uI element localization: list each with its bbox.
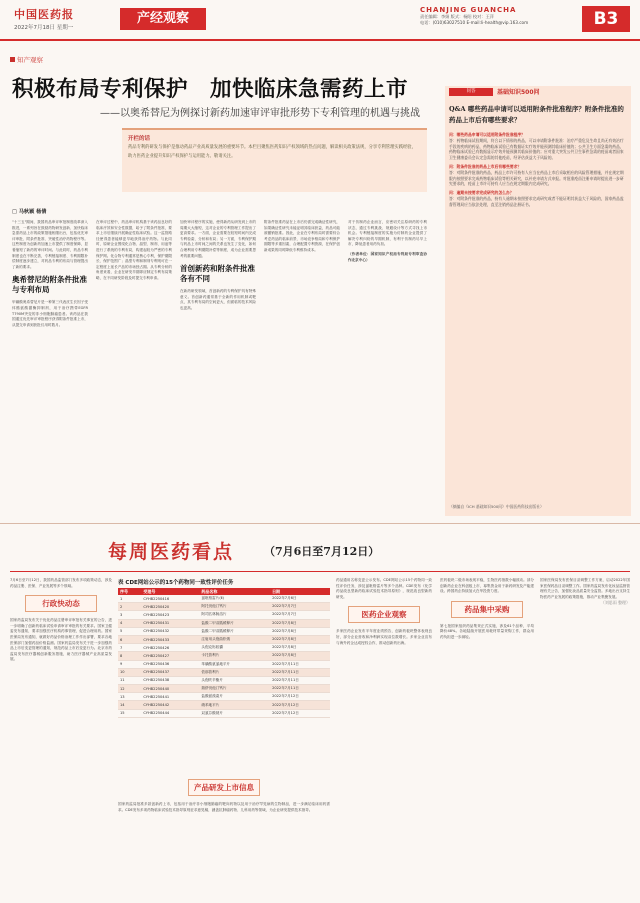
table-cell: 11 <box>118 676 141 684</box>
qa-sidebar <box>445 86 631 516</box>
table-row <box>118 627 330 635</box>
table-header-row <box>118 588 330 595</box>
article-body <box>12 220 427 515</box>
table-block <box>118 578 330 718</box>
table-row <box>118 603 330 611</box>
table-header-cell: 药品名称 <box>199 588 270 595</box>
intro-box <box>122 128 427 192</box>
table-cell: 5 <box>118 627 141 635</box>
box-title: 行政快动态 <box>25 595 97 612</box>
table-header-cell: 日期 <box>270 588 330 595</box>
paragraph: 对于仿制药企业而言，应密切关注原研药的专利状态，通过专利挑战、规避设计等方式寻找上市机会。专利链接制度的实施为仿制药企业提供了解决专利纠纷的早期机制，有利于仿制药尽早上市，降低患者用药负担。 <box>348 220 427 247</box>
masthead <box>0 0 640 38</box>
table-cell: 2022年7月7日 <box>270 611 330 619</box>
table-cell: 2022年7月8日 <box>270 644 330 652</box>
box-title: 医药企业观察 <box>348 606 420 623</box>
box-title: 产品研发上市信息 <box>188 779 260 796</box>
author-line: □ 马秋颖 杨倩 <box>12 209 47 215</box>
paragraph: "十三五"期间，我国药品审评审批制度改革深入推进，一系列旨在鼓励药物研发创新、加快临床急需药品上市的政策措施相继出台，包括优先审评审批、附条件批准、突破性治疗药物程序等。这些制度为创新药加速上市提供了制度保障，显著缩短了新药的审评时间。与此同时，药品专利制度也在不断完善，专利链接制度、专利期限补偿制度逐步建立，对药品专利的布局与管理提出了新的要求。 <box>12 220 88 269</box>
table-cell: 2022年7月11日 <box>270 668 330 676</box>
table-cell: CYHB2250431 <box>141 619 199 627</box>
intro-title: 开栏的话 <box>128 136 151 142</box>
weekly-column-5 <box>540 578 630 606</box>
article-column-3 <box>180 220 256 312</box>
sidebar-header <box>445 86 631 98</box>
article-column-5 <box>348 220 427 263</box>
table-cell: CYHB2250442 <box>141 701 199 709</box>
paragraph: 在审评过程中，药品审评机构基于该药品良好的临床疗效和安全性数据，给予了附条件批准，要求上市后继续开展确证性临床试验。这一监管路径使得患者能够更早地获得治疗药物。与此同时，原研企业围绕化合物、晶型、制剂、用途等进行了系统的专利布局，构建起较为严密的专利保护网。化合物专利通常是核心专利，保护期限长、保护范围广；晶型专利和制剂专利则可在一定程度上延长产品的市场独占期。从专利分析的角度来看，企业在研发早期即应制定专利布局策略，在不同研发阶段及时提交专利申请。 <box>96 220 172 280</box>
table-cell: 2022年7月11日 <box>270 676 330 684</box>
table-cell: 2022年7月12日 <box>270 709 330 717</box>
answer: 答：药物临床试验期间，符合以下情形的药品，可以申请附条件批准：治疗严重危及生命且尚无有效治疗手段的疾病的药品，药物临床试验已有数据证实疗效并能预测其临床价值的；公共卫生方面急需的药品，药物临床试验已有数据显示疗效并能预测其临床价值的；应对重大突发公共卫生事件急需的疫苗或者国家卫生健康委员会认定急需的其他疫苗，经评估获益大于风险的。 <box>449 137 624 161</box>
table-cell: 2022年7月8日 <box>270 619 330 627</box>
table-row <box>118 693 330 701</box>
section-divider <box>0 523 640 524</box>
table-cell: 硝苯地平片 <box>199 701 270 709</box>
table-cell: CYHB2250440 <box>141 685 199 693</box>
table-row <box>118 644 330 652</box>
table-cell: CYHB2250441 <box>141 693 199 701</box>
table-cell: 盐酸二甲双胍缓释片 <box>199 619 270 627</box>
headline: 积极布局专利保护 加快临床急需药上市 <box>12 77 409 102</box>
table-cell: 7 <box>118 644 141 652</box>
table-cell: 10 <box>118 668 141 676</box>
table-cell: 2022年7月8日 <box>270 635 330 643</box>
paragraph: 国家医保局发布医保目录调整工作方案，启动2022年国家医保药品目录调整工作。国家药监局发布化妆品监督管理有关公告，加强化妆品质量安全监管。多地出台支持生物医药产业发展的政策措施，推动产业集聚发展。 <box>540 578 630 599</box>
under-table-block <box>118 773 330 813</box>
square-icon <box>10 57 15 62</box>
subheadline: ——以奥希替尼为例探讨新药加速审评审批形势下专利管理的机遇与挑战 <box>100 108 420 119</box>
editors-line-2: 电话：(010)63027510 E-mail:li-health@vip.163.com <box>420 20 529 25</box>
table-row <box>118 685 330 693</box>
qa-item <box>449 132 627 161</box>
table-cell: 14 <box>118 701 141 709</box>
sidebar-title: Q&A 哪些药品申请可以适用附条件批准程序？附条件批准的药品上市后有哪些要求？ <box>449 105 624 124</box>
table-header-cell: 序号 <box>118 588 141 595</box>
weekly-title: 每周医药看点 <box>108 541 235 563</box>
section-brand: CHANJING GUANCHA <box>420 6 517 14</box>
table-cell: CYHB2250416 <box>141 595 199 603</box>
weekly-divider <box>10 571 630 572</box>
table-header-cell: 受理号 <box>141 588 199 595</box>
table-cell: CYHB2250444 <box>141 709 199 717</box>
table-row <box>118 635 330 643</box>
question: 问：逾期未按要求完成研究的怎么办？ <box>449 190 514 196</box>
table-cell: 15 <box>118 709 141 717</box>
weekly-column-3 <box>336 578 432 646</box>
author-affiliation: （作者单位：国家知识产权局专利局专利审查协作北京中心） <box>348 251 427 262</box>
table-cell: 2022年7月8日 <box>270 627 330 635</box>
table-body <box>118 595 330 717</box>
paragraph: 加快审评程序的实施，使得新药从研发到上市的周期大大缩短，这对企业的专利管理工作提出了更高要求。一方面，企业需要在较短时间内完成专利检索、分析和布局；另一方面，专利保护期与药品上市时间之间的关系也发生了变化，如何合理利用专利期限补偿等制度，成为企业需要思考的重要问题。 <box>180 220 256 258</box>
table-caption: 表 CDE网站公示的15个药物同一致性评价任务 <box>118 580 234 586</box>
table-cell: 4 <box>118 619 141 627</box>
table-cell: 卡托普利片 <box>199 652 270 660</box>
newspaper-logo: 中国医药报 <box>14 8 74 21</box>
answer: 答：对附条件批准的药品，持有人逾期未按照要求完成研究或者不能证明其获益大于风险的，国家药品监督管理局应当依法处理，直至注销药品注册证书。 <box>449 195 624 207</box>
table-cell: CYHB2250433 <box>141 635 199 643</box>
column-label <box>10 55 43 64</box>
sidebar-source: （摘编自《ICH 基础知识500问》中国医药科技出版社） <box>449 504 544 509</box>
table-cell: CYHB2250423 <box>141 611 199 619</box>
paragraph: 甲磺酸奥希替尼片是一种第三代表皮生长因子受体酪氨酸激酶抑制剂，用于治疗携带EGFR T790M突变的非小细胞肺癌患者。该药品在我国通过优先审评审批程序获得附条件批准上市，从提交申请到获批仅用时数月。 <box>12 300 88 327</box>
table-row <box>118 676 330 684</box>
editor-note: （刘思雨 整理） <box>600 600 630 606</box>
paragraph: 附条件批准药品在上市后仍需完成确证性研究，如果确证性研究未能证明其临床获益，药品可能被撤销批准。因此，企业在专利布局时需要综合考虑药品的临床前景、市场竞争格局和专利保护期限等多重因素，合理配置专利资源，在保护创新成果的同时降低专利维持成本。 <box>264 220 340 252</box>
paragraph: 国家药监局发布关于优化药品注册审评审批有关事宜的公告，进一步明确了创新药临床试验申请审评审批的有关要求。国家卫健委发布通知，要求加强医疗机构药事管理，促进合理用药。国家医保局发布通知，就做好药品价格治理工作作出部署，要求各地医保部门加强药品价格监测。国家药监局发布关于进一步加强药品上市后变更管理的通知，规范药品上市后变更行为。北京市药监局发布医疗器械创新服务措施，助力医疗器械产业高质量发展。 <box>10 618 112 662</box>
sidebar-tag: 问答 <box>449 88 493 96</box>
answer: 答：对附条件批准的药品，药品上市许可持有人应当在药品上市后采取相应的风险管理措施，并在规定期限内按照要求完成药物临床试验等相关研究，以补充申请方式申报。对批准疫苗注册申请时提出进一步研究要求的，疫苗上市许可持有人应当在规定期限内完成研究。 <box>449 169 624 187</box>
editors-line-1: 责任编辑：李娟 版式：杨阳 校对：王萍 <box>420 14 494 19</box>
table-cell: 2022年7月11日 <box>270 685 330 693</box>
sidebar-body <box>449 132 627 211</box>
issue-date: 2022年7月18日 星期一 <box>14 25 74 31</box>
table-cell: 2022年7月11日 <box>270 660 330 668</box>
qa-item <box>449 190 627 207</box>
table-cell: 氯吡格雷片(Ⅱ) <box>199 595 270 603</box>
table-cell: 瑞舒伐他汀钙片 <box>199 685 270 693</box>
table-cell: CYHB2250432 <box>141 627 199 635</box>
column-label-text: 知产观察 <box>17 56 43 64</box>
table-cell: 8 <box>118 652 141 660</box>
table-row <box>118 701 330 709</box>
table-cell: 13 <box>118 693 141 701</box>
table-cell: CYHB2250420 <box>141 603 199 611</box>
section-subhead: 首创新药和附条件批准各有不同 <box>180 264 255 284</box>
paragraph: 国家药监局批准多款创新药上市，包括用于治疗非小细胞肺癌的靶向药物以及用于治疗罕见病的生物制品，进一步满足临床用药需求。CDE发布多项药物临床试验技术指导原则征求意见稿，涵盖抗肿瘤药物、儿科用药等领域，为企业研发提供技术指导。 <box>118 802 330 812</box>
table-cell: 阿司匹林肠溶片 <box>199 611 270 619</box>
table-cell: 2022年7月6日 <box>270 595 330 603</box>
article-column-2 <box>96 220 172 282</box>
table-cell: 盐酸氨溴索片 <box>199 693 270 701</box>
table-cell: 注射用头孢曲松钠 <box>199 635 270 643</box>
weekly-column-4 <box>440 578 534 641</box>
paragraph: 医药板块二级市场表现平稳，生物医药指数小幅波动。部分创新药企业在科创板上市，募集资金用于新药研发及产能建设。跨国药企持续加大在华投资力度。 <box>440 578 534 594</box>
page-number: B3 <box>582 6 630 32</box>
table-cell: 头孢克肟胶囊 <box>199 644 270 652</box>
table-cell: 盐酸二甲双胍缓释片 <box>199 627 270 635</box>
table-cell: 头孢呋辛酯片 <box>199 676 270 684</box>
section-tag: 产经观察 <box>120 8 206 30</box>
table-row <box>118 611 330 619</box>
table-cell: 2 <box>118 603 141 611</box>
consistency-evaluation-table <box>118 588 330 718</box>
table-row <box>118 660 330 668</box>
table-row <box>118 619 330 627</box>
table-row <box>118 668 330 676</box>
qa-item <box>449 164 627 187</box>
table-cell: 12 <box>118 685 141 693</box>
table-cell: 1 <box>118 595 141 603</box>
intro-text: 药品专利的研发与保护是推动药品产业高质量发展的重要环节。本栏目聚焦医药知识产权领域的热点问题，解读相关政策法规，分享专利管理实践经验，助力医药企业提升知识产权保护与运用能力。敬请关注。 <box>128 145 416 159</box>
header-divider <box>0 39 640 41</box>
box-title: 药品集中采购 <box>451 601 523 618</box>
table-cell: CYHB2250426 <box>141 644 199 652</box>
question: 问：附条件批准的药品上市后有哪些要求？ <box>449 163 522 169</box>
paragraph: 药品通用名称变更公示发布。CDE网站公示15个药物同一致性评价任务，涉及氯吡格雷片等多个品种。CDE发布《化学药品改良型新药临床试验技术指导原则》，规范改良型新药研发。 <box>336 578 432 599</box>
table-row <box>118 709 330 717</box>
weekly-date-range: （7月6日至7月12日） <box>264 545 380 558</box>
table-cell: CYHB2250436 <box>141 660 199 668</box>
table-cell: 2022年7月7日 <box>270 603 330 611</box>
sidebar-tag-label: 基础知识500问 <box>497 89 540 96</box>
table-cell: 2022年7月12日 <box>270 701 330 709</box>
table-row <box>118 652 330 660</box>
header-info <box>420 6 572 34</box>
article-column-1 <box>12 220 88 328</box>
table-cell: 阿托伐他汀钙片 <box>199 603 270 611</box>
table-cell: 苯磺酸氨氯地平片 <box>199 660 270 668</box>
paragraph: 在新药研发领域，首创新药的专利保护具有特殊意义。首创新药通常基于全新的作用机制或靶点，其专利布局的空间更大，但面临的技术风险也更高。 <box>180 289 256 310</box>
paragraph: 第七批国家组织药品集采正式实施，涉及61个品种，平均降价48%。各地陆续开展医用耗材带量采购工作，群众用药负担进一步减轻。 <box>440 623 534 639</box>
table-cell: 9 <box>118 660 141 668</box>
table-cell: 3 <box>118 611 141 619</box>
question: 问：哪些药品申请可以适用附条件批准程序？ <box>449 132 525 137</box>
weekly-column-1 <box>10 578 112 663</box>
table-cell: 双氯芬酸钠片 <box>199 709 270 717</box>
table-cell: CYHB2250438 <box>141 676 199 684</box>
paragraph: 多家医药企业发布半年度业绩预告，创新药板块整体表现良好，部分企业营收和净利润实现双位数增长。多家企业宣布与海外药企达成授权合作，推动创新药出海。 <box>336 629 432 645</box>
paragraph: 7月6日至7月12日，我国药品监管部门发布多项政策动态，涉及药品注册、医保、产业发展等多个领域。 <box>10 578 112 588</box>
article-column-4 <box>264 220 340 254</box>
table-cell: CYHB2250437 <box>141 668 199 676</box>
table-cell: 依那普利片 <box>199 668 270 676</box>
table-row <box>118 595 330 603</box>
table-cell: 2022年7月8日 <box>270 652 330 660</box>
table-cell: CYHB2250427 <box>141 652 199 660</box>
table-cell: 2022年7月12日 <box>270 693 330 701</box>
table-cell: 6 <box>118 635 141 643</box>
section-subhead: 奥希替尼的附条件批准与专利布局 <box>12 275 87 295</box>
